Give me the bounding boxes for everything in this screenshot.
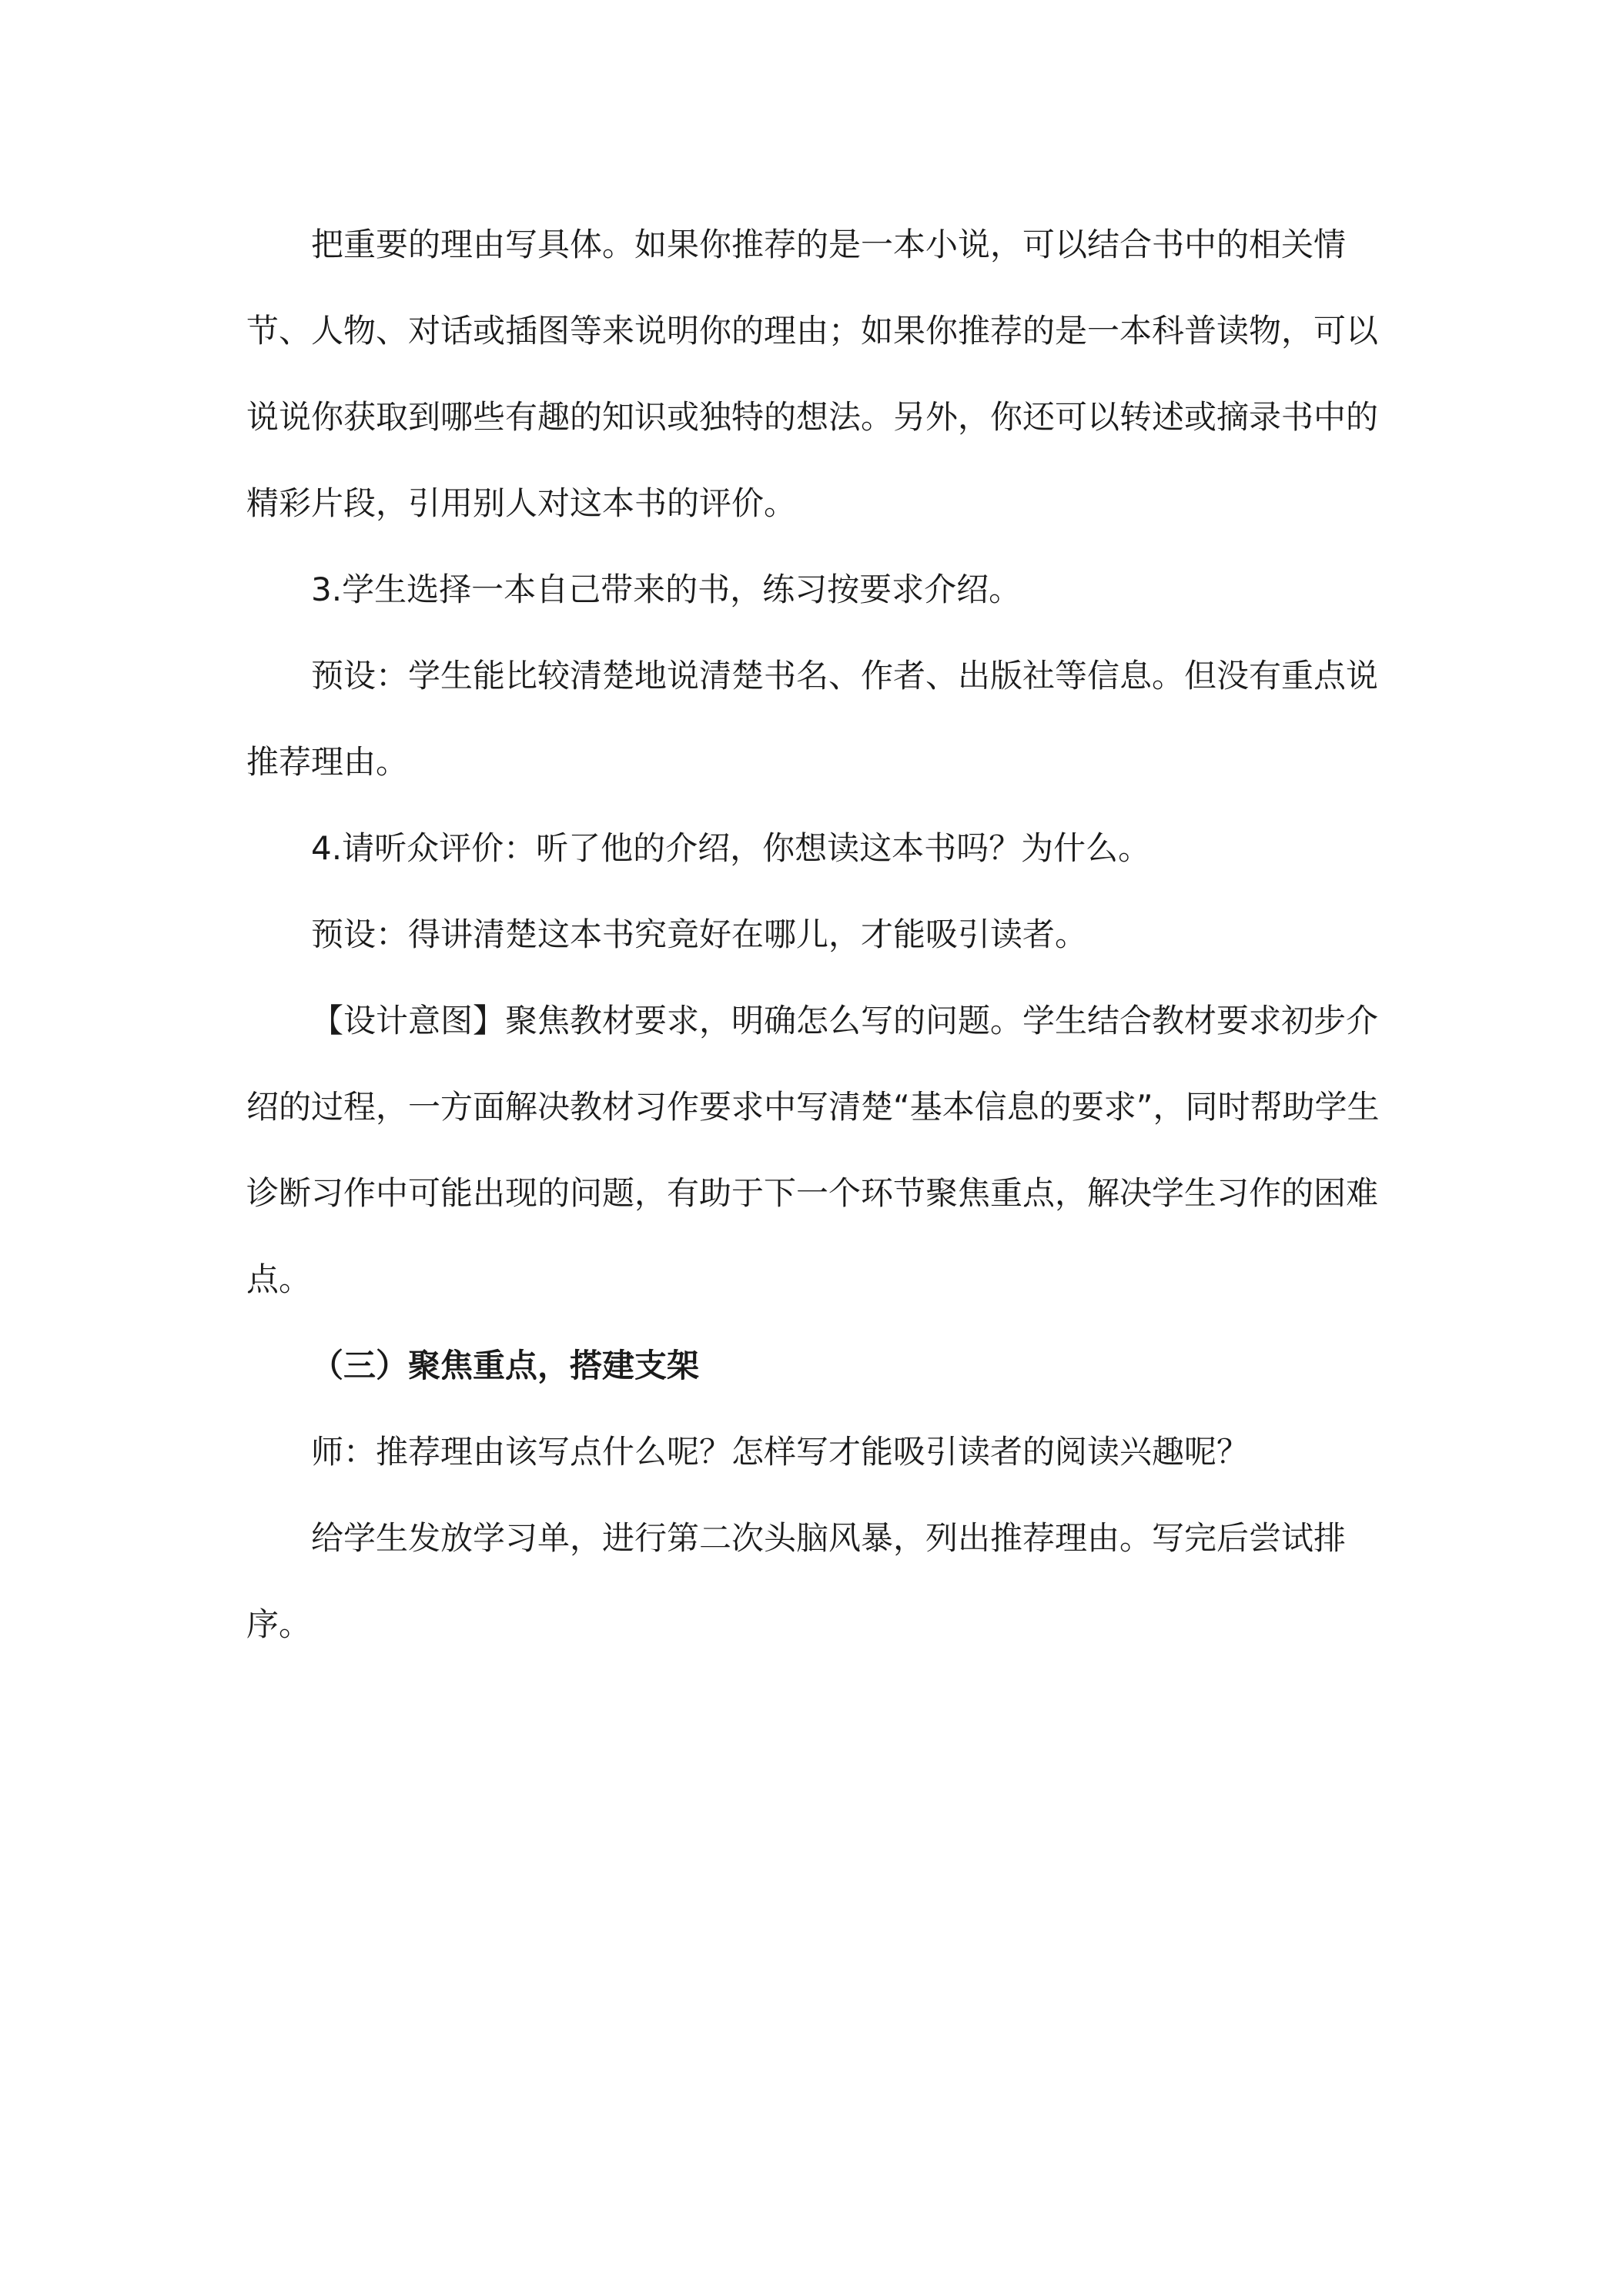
paragraph-preset-2: 预设：得讲清楚这本书究竟好在哪儿，才能吸引读者。: [311, 915, 1088, 953]
paragraph-reason-detail: 把重要的理由写具体。如果你推荐的是一本小说，可以结合书中的相关情节、人物、对话或插图等来说明你的理由；如果你推荐的是一本科普读物，可以说说你获取到哪些有趣的知识或独特的想法。另外，你还可以转述或摘录书中的精彩片段，引用别人对这本书的评价。: [246, 226, 1379, 522]
section-heading: （三）聚焦重点，搭建支架: [311, 1347, 700, 1384]
paragraph-worksheet: 给学生发放学习单，进行第二次头脑风暴，列出推荐理由。写完后尝试排序。: [246, 1519, 1347, 1643]
paragraph-step-4: 4.请听众评价：听了他的介绍，你想读这本书吗？为什么。: [311, 829, 1151, 867]
paragraph-teacher-question: 师：推荐理由该写点什么呢？怎样写才能吸引读者的阅读兴趣呢？: [311, 1433, 1250, 1471]
paragraph-preset-1: 预设：学生能比较清楚地说清楚书名、作者、出版社等信息。但没有重点说推荐理由。: [246, 657, 1379, 781]
document-body: [246, 202, 1386, 1668]
paragraph-design-intent: 【设计意图】聚焦教材要求，明确怎么写的问题。学生结合教材要求初步介绍的过程，一方面解决教材习作要求中写清楚“基本信息的要求”，同时帮助学生诊断习作中可能出现的问题，有助于下一个环节聚焦重点，解决学生习作的困难点。: [246, 1002, 1380, 1298]
paragraph-step-3: 3.学生选择一本自己带来的书，练习按要求介绍。: [311, 571, 1022, 608]
